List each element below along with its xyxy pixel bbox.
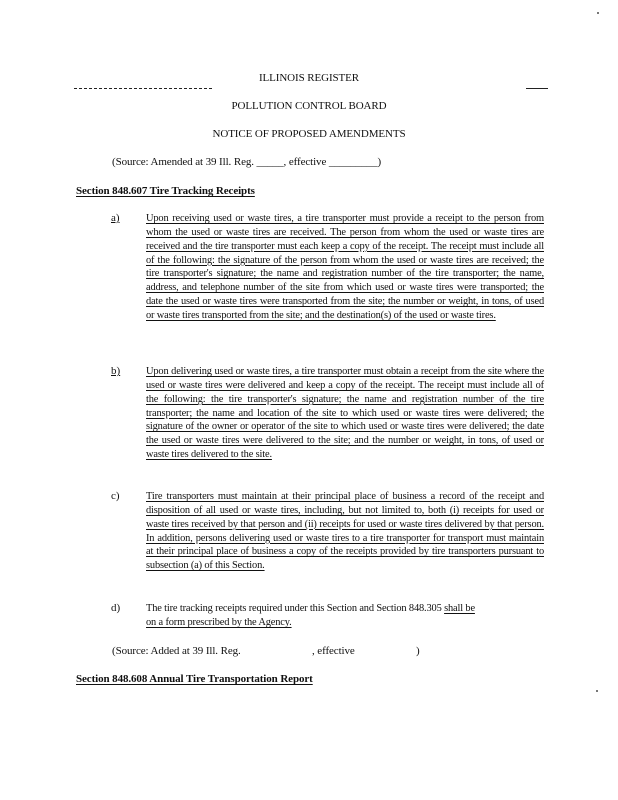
section-607-heading: Section 848.607 Tire Tracking Receipts xyxy=(76,185,255,197)
item-d-label: d) xyxy=(111,602,121,614)
source-added-prefix: (Source: Added at 39 Ill. Reg. xyxy=(112,645,241,657)
notice-title: NOTICE OF PROPOSED AMENDMENTS xyxy=(212,128,406,140)
board-title: POLLUTION CONTROL BOARD xyxy=(231,100,387,112)
section-608-heading: Section 848.608 Annual Tire Transportation Report xyxy=(76,673,313,685)
item-c-text: Tire transporters must maintain at their principal place of business a record of the receipt and disposition of all used or waste tires, including, but not limited to, both (i) receipts for used or waste tires received by that person and (ii) receipts for used or waste tires delivered by that person. In addition, persons delivering used or waste tires to a tire transporter for transport must maintain at their principal place of business a copy of the receipts provided by tire transporters pursuant to subsection (a) of this Section. xyxy=(146,491,544,572)
register-title: ILLINOIS REGISTER xyxy=(258,72,360,84)
source-added-effective: , effective xyxy=(312,645,355,657)
header-left-rule xyxy=(74,88,212,89)
header-right-rule xyxy=(526,88,548,89)
scan-speck xyxy=(596,690,598,692)
item-b-label: b) xyxy=(111,365,121,377)
item-d-underlined-1: shall be xyxy=(444,603,475,614)
item-d-text xyxy=(146,602,544,630)
scan-speck xyxy=(597,12,599,14)
item-a-label: a) xyxy=(111,212,120,224)
item-c-label: c) xyxy=(111,490,120,502)
item-a-text: Upon receiving used or waste tires, a tire transporter must provide a receipt to the person from whom the used or waste tires are received. The person from whom the used or waste tires are received and the tire transporter must each keep a copy of the receipt. The receipt must include all of the following: the signature of the person from whom the used or waste tires are received; the tire transporter's signature; the name and registration number of the tire transporter; the name, address, and telephone number of the site from which used or waste tires were transported; the date the used or waste tires were transported from the site; the number or weight, in tons, of used or waste tires transported from the site; and the destination(s) of the used or waste tires. xyxy=(146,213,544,321)
item-d-underlined-2: on a form prescribed by the Agency. xyxy=(146,616,292,628)
item-d-plain: The tire tracking receipts required under this Section and Section 848.305 xyxy=(146,603,445,614)
source-amended: (Source: Amended at 39 Ill. Reg. _____, effective _________) xyxy=(112,156,382,168)
source-added-close: ) xyxy=(416,645,420,657)
item-b-text: Upon delivering used or waste tires, a tire transporter must obtain a receipt from the site where the used or waste tires were delivered and keep a copy of the receipt. The receipt must include all of the following: the tire transporter's signature; the name and registration number of the tire transporter; the name and location of the site to which used or waste tires were delivered; the signature of the owner or operator of the site to which used or waste tires were delivered; the date the used or waste tires were delivered to the site; and the number or weight, in tons, of used or waste tires delivered to the site. xyxy=(146,366,544,461)
